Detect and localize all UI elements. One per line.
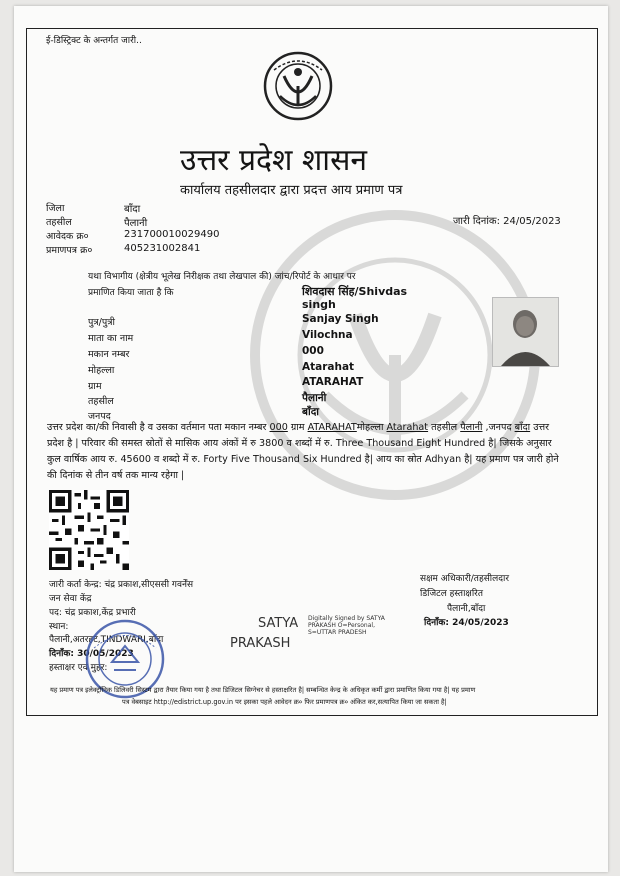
person-tehsil-value: पैलानी	[302, 392, 327, 404]
district-value: बाँदा	[124, 204, 141, 215]
intro-line-2: प्रमाणित किया जाता है कि	[88, 288, 174, 298]
issuer-post: पद: चंद्र प्रकाश,केंद्र प्रभारी	[49, 608, 136, 618]
authority-place: पैलानी,बाँदा	[447, 604, 486, 614]
verification-qr-code[interactable]	[49, 490, 129, 570]
village-value: ATARAHAT	[302, 376, 364, 388]
issue-date-label: जारी दिनांक:	[453, 216, 500, 227]
house-label: मकान नम्बर	[88, 349, 130, 360]
up-government-emblem-icon	[262, 50, 334, 122]
signer-name-cont: PRAKASH	[230, 636, 291, 651]
page-title: उत्तर प्रदेश शासन	[180, 143, 368, 178]
intro-line-1: यथा विभागीय (क्षेत्रीय भूलेख निरीक्षक तथा लेखपाल की) जांच/रिपोर्ट के आधार पर	[88, 272, 356, 282]
applicant-photo	[492, 297, 559, 367]
issuer-signature-label: हस्ताक्षर एवं मुहर:	[49, 663, 108, 673]
issuer-place: पैलानी,अतरहट,TINDWARI,बाँदा	[49, 635, 164, 645]
header-note: ई-डिस्ट्रिक्ट के अन्तर्गत जारी..	[46, 36, 142, 46]
tehsil-value: पैलानी	[124, 218, 148, 229]
authority-date: दिनाँक: 24/05/2023	[424, 618, 509, 628]
authority-digital: डिजिटल हस्ताक्षरित	[420, 589, 483, 599]
signer-name: SATYA	[258, 616, 299, 631]
applicant-name: शिवदास सिंह/Shivdas	[302, 285, 408, 298]
footer-note: यह प्रमाण पत्र इलेक्ट्रॉनिक डिलिवरी सिस्टम द्वारा तैयार किया गया है तथा डिजिटल सिग्नेचर से हस्ताक्षरित है| सम्बन्धित केन्द्र के अधिकृत कर्मी द्वारा प्रमाणित किया गया है| यह प्रमाण	[50, 686, 476, 694]
mohalla-label: मोहल्ला	[88, 365, 115, 376]
mother-value: Vilochna	[302, 329, 353, 341]
applicant-name-cont: singh	[302, 298, 336, 311]
issue-date-value: 24/05/2023	[503, 216, 561, 227]
issuer-place-label: स्थान:	[49, 622, 69, 632]
issuer-center-cont: जन सेवा केंद्र	[49, 594, 92, 604]
person-photo-icon	[493, 298, 558, 366]
application-number: 231700010029490	[124, 229, 220, 240]
district-label: जिला	[46, 203, 65, 214]
house-value: 000	[302, 345, 324, 357]
certificate-label: प्रमाणपत्र क्र०	[46, 245, 93, 256]
authority-title: सक्षम अधिकारी/तहसीलदार	[420, 574, 510, 584]
person-tehsil-label: तहसील	[88, 396, 114, 407]
issue-date	[453, 213, 561, 227]
footer-verification-note: पत्र वेबसाइट http://edistrict.up.gov.in पर इसका पहले आवेदन क्र० फिर प्रमाणपत्र क्र० अंकित कर,सत्यापित किया जा सकता है|	[122, 698, 447, 706]
mother-label: माता का नाम	[88, 333, 134, 344]
parent-value: Sanjay Singh	[302, 313, 379, 325]
application-label: आवेदक क्र०	[46, 231, 89, 242]
digital-signature-info: Digitally Signed by SATYA PRAKASH O=Personal, S=UTTAR PRADESH	[308, 615, 385, 636]
issuer-date: दिनाँक: 30/05/2023	[49, 649, 134, 659]
person-district-value: बाँदा	[302, 406, 320, 418]
certificate-number: 405231002841	[124, 243, 201, 254]
certificate-body: उत्तर प्रदेश का/की निवासी है व उसका वर्तमान पता मकान नम्बर 000 ग्राम ATARAHATमोहल्ला Atarahat तहसील पैलानी ,जनपद बाँदा उत्तर प्रदेश है | परिवार की समस्त स्रोतों से मासिक आय अंकों में रु 3800 व शब्दों में रु. Three Thousand Eight Hundred है| जिसके अनुसार कुल वार्षिक आय रु. 45600 व शब्दो में रु. Forty Five Thousand Six Hundred है| आय का स्रोत Adhyan है| यह प्रमाण पत्र जारी होने की दिनांक से तीन वर्ष तक मान्य रहेगा |	[47, 422, 559, 481]
issuer-center: जारी कर्ता केन्द्र: चंद्र प्रकाश,सीएससी गवर्नेंस	[49, 580, 194, 590]
parent-label: पुत्र/पुत्री	[88, 317, 115, 328]
page-subtitle: कार्यालय तहसीलदार द्वारा प्रदत्त आय प्रमाण पत्र	[180, 183, 403, 198]
village-label: ग्राम	[88, 381, 102, 392]
tehsil-label: तहसील	[46, 217, 72, 228]
person-district-label: जनपद	[88, 411, 111, 422]
mohalla-value: Atarahat	[302, 361, 355, 373]
